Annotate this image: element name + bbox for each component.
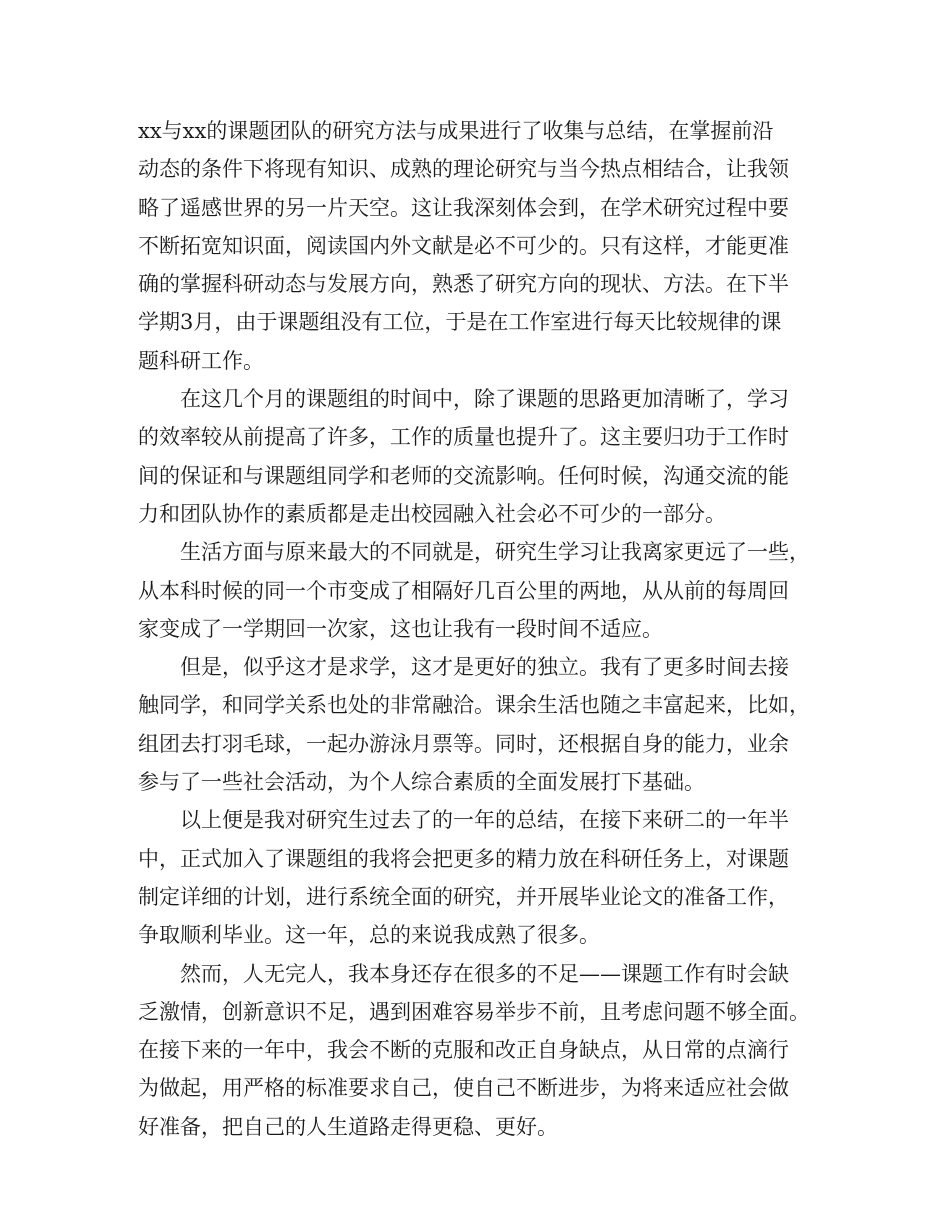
paragraph-line: 在接下来的一年中，我会不断的克服和改正自身缺点，从日常的点滴行 — [138, 1038, 789, 1063]
paragraph-line: 略了遥感世界的另一片天空。这让我深刻体会到，在学术研究过程中要 — [138, 195, 789, 220]
document-body — [138, 112, 828, 1146]
paragraph-line: 家变成了一学期回一次家，这也让我有一段时间不适应。 — [138, 616, 663, 641]
paragraph-line: xx与xx的课题团队的研究方法与成果进行了收集与总结，在掌握前沿 — [138, 119, 774, 143]
paragraph-5 — [138, 801, 828, 954]
paragraph-6 — [138, 955, 828, 1146]
paragraph-2 — [138, 380, 828, 533]
paragraph-line: 中，正式加入了课题组的我将会把更多的精力放在科研任务上，对课题 — [138, 846, 789, 871]
paragraph-line: 动态的条件下将现有知识、成熟的理论研究与当今热点相结合，让我领 — [138, 157, 789, 182]
paragraph-1 — [138, 112, 828, 380]
paragraph-3 — [138, 533, 828, 648]
paragraph-line: 参与了一些社会活动，为个人综合素质的全面发展打下基础。 — [138, 770, 705, 795]
paragraph-line: 触同学，和同学关系也处的非常融洽。课余生活也随之丰富起来，比如， — [138, 693, 810, 718]
paragraph-line: 在这几个月的课题组的时间中，除了课题的思路更加清晰了，学习 — [180, 387, 789, 412]
paragraph-4 — [138, 648, 828, 801]
paragraph-line: 间的保证和与课题组同学和老师的交流影响。任何时候，沟通交流的能 — [138, 463, 789, 488]
paragraph-line: 确的掌握科研动态与发展方向，熟悉了研究方向的现状、方法。在下半 — [138, 272, 789, 297]
paragraph-line: 然而，人无完人，我本身还存在很多的不足——课题工作有时会缺 — [180, 961, 789, 986]
paragraph-line: 题科研工作。 — [138, 348, 264, 373]
paragraph-line: 从本科时候的同一个市变成了相隔好几百公里的两地，从从前的每周回 — [138, 578, 789, 603]
paragraph-line: 学期3月，由于课题组没有工位，于是在工作室进行每天比较规律的课 — [138, 310, 782, 335]
paragraph-line: 乏激情，创新意识不足，遇到困难容易举步不前，且考虑问题不够全面。 — [138, 999, 810, 1024]
paragraph-line: 以上便是我对研究生过去了的一年的总结，在接下来研二的一年半 — [180, 808, 789, 833]
paragraph-line: 但是，似乎这才是求学，这才是更好的独立。我有了更多时间去接 — [180, 655, 789, 680]
paragraph-line: 不断拓宽知识面，阅读国内外文献是必不可少的。只有这样，才能更准 — [138, 233, 789, 258]
paragraph-line: 的效率较从前提高了许多，工作的质量也提升了。这主要归功于工作时 — [138, 425, 789, 450]
paragraph-line: 争取顺利毕业。这一年，总的来说我成熟了很多。 — [138, 923, 600, 948]
paragraph-line: 为做起，用严格的标准要求自己，使自己不断进步，为将来适应社会做 — [138, 1076, 789, 1101]
paragraph-line: 组团去打羽毛球，一起办游泳月票等。同时，还根据自身的能力，业余 — [138, 731, 789, 756]
paragraph-line: 好准备，把自己的人生道路走得更稳、更好。 — [138, 1114, 558, 1139]
paragraph-line: 制定详细的计划，进行系统全面的研究，并开展毕业论文的准备工作， — [138, 884, 789, 909]
paragraph-line: 力和团队协作的素质都是走出校园融入社会必不可少的一部分。 — [138, 501, 726, 526]
paragraph-line: 生活方面与原来最大的不同就是，研究生学习让我离家更远了一些， — [180, 540, 810, 565]
